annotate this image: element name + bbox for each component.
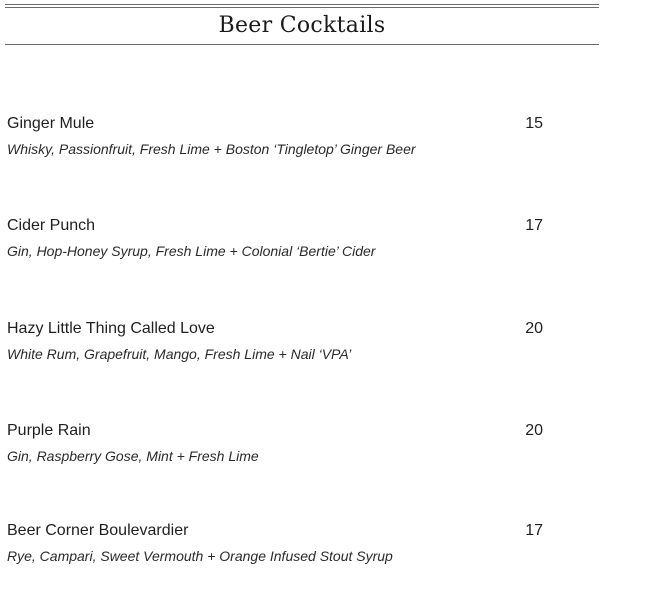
header-rule-bottom bbox=[5, 44, 599, 45]
menu-item-ginger-mule bbox=[7, 115, 543, 161]
menu-item-beer-corner-boulevardier bbox=[7, 522, 543, 568]
item-description: Gin, Raspberry Gose, Mint + Fresh Lime bbox=[7, 448, 259, 464]
item-description: Rye, Campari, Sweet Vermouth + Orange Infused Stout Syrup bbox=[7, 548, 393, 564]
item-price: 15 bbox=[525, 115, 543, 132]
header-rule-top bbox=[5, 4, 599, 5]
item-price: 17 bbox=[525, 522, 543, 539]
item-name: Ginger Mule bbox=[7, 115, 95, 132]
item-name: Purple Rain bbox=[7, 422, 91, 439]
item-price: 17 bbox=[525, 217, 543, 234]
item-description: White Rum, Grapefruit, Mango, Fresh Lime + Nail ‘VPA’ bbox=[7, 346, 352, 362]
item-name: Hazy Little Thing Called Love bbox=[7, 320, 215, 337]
item-price: 20 bbox=[525, 422, 543, 439]
item-name: Beer Corner Boulevardier bbox=[7, 522, 189, 539]
menu-item-hazy-little-thing bbox=[7, 320, 543, 366]
menu-header bbox=[5, 4, 599, 45]
item-name: Cider Punch bbox=[7, 217, 96, 234]
item-description: Whisky, Passionfruit, Fresh Lime + Boston ‘Tingletop’ Ginger Beer bbox=[7, 141, 416, 157]
header-rule-top-inner bbox=[5, 7, 599, 8]
menu-item-cider-punch bbox=[7, 217, 543, 263]
item-description: Gin, Hop-Honey Syrup, Fresh Lime + Colonial ‘Bertie’ Cider bbox=[7, 243, 376, 259]
item-price: 20 bbox=[525, 320, 543, 337]
page-title: Beer Cocktails bbox=[218, 13, 386, 38]
menu-item-purple-rain bbox=[7, 422, 543, 468]
